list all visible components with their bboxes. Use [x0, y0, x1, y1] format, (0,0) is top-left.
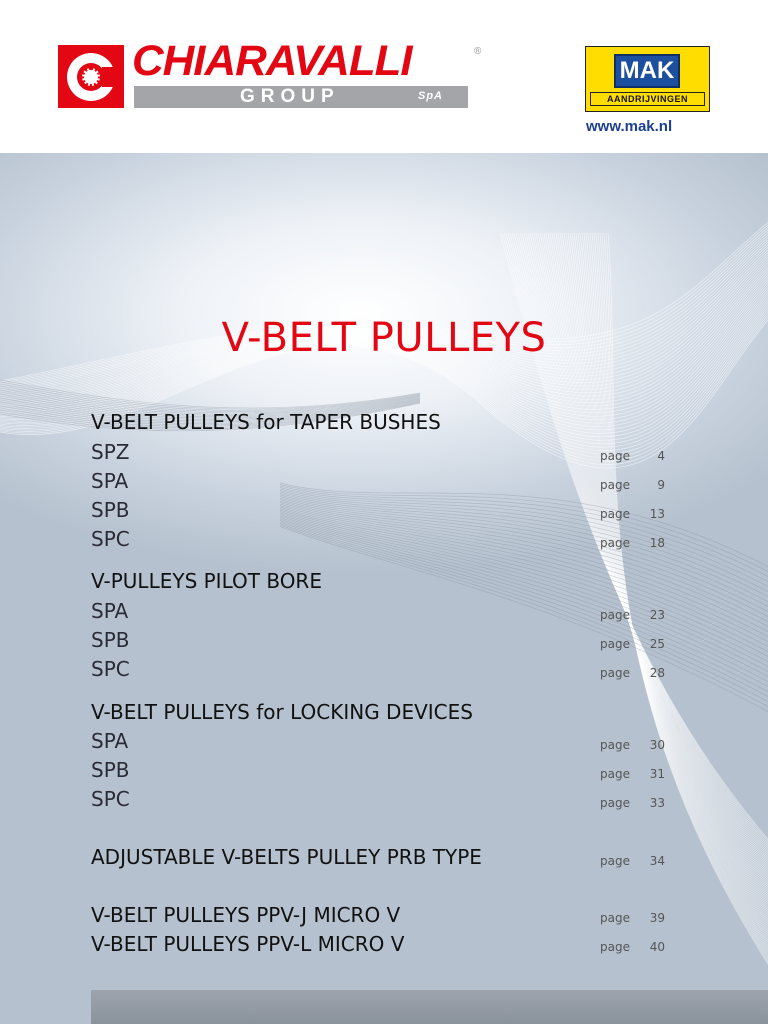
mak-subtitle: AANDRIJVINGEN [590, 92, 705, 106]
page-label: page [600, 478, 630, 492]
page-number: 9 [657, 478, 665, 492]
page-label: page [600, 767, 630, 781]
cover-panel [0, 153, 768, 1024]
page-number: 23 [649, 608, 665, 622]
section-heading: V-BELT PULLEYS for LOCKING DEVICES [91, 700, 473, 724]
toc-item-name: SPC [91, 527, 130, 551]
page-number: 28 [649, 666, 665, 680]
toc-item-name: SPA [91, 729, 129, 753]
toc-item-name: SPC [91, 657, 130, 681]
registered-mark: ® [474, 46, 482, 57]
page-number: 34 [649, 854, 665, 868]
page-number: 4 [657, 449, 665, 463]
page-number: 18 [649, 536, 665, 550]
mak-url-link[interactable]: www.mak.nl [586, 118, 673, 135]
page-label: page [600, 608, 630, 622]
page-number: 25 [649, 637, 665, 651]
page-number: 13 [649, 507, 665, 521]
page-number: 31 [649, 767, 665, 781]
page-number: 40 [649, 940, 665, 954]
page-label: page [600, 911, 630, 925]
page-label: page [600, 507, 630, 521]
section-heading: V-BELT PULLEYS PPV-J MICRO V [91, 903, 401, 927]
brand-group: GROUP [240, 86, 340, 107]
section-heading: ADJUSTABLE V-BELTS PULLEY PRB TYPE [91, 845, 482, 869]
bottom-strip [91, 990, 768, 1024]
saw-blade-icon [58, 45, 124, 108]
toc-item-name: SPZ [91, 440, 130, 464]
toc-item-name: SPB [91, 758, 130, 782]
section-heading: V-PULLEYS PILOT BORE [91, 569, 322, 593]
toc-item-name: SPB [91, 498, 130, 522]
page-label: page [600, 796, 630, 810]
page-number: 39 [649, 911, 665, 925]
brand-legal: SpA [418, 90, 443, 102]
toc-item-name: SPA [91, 469, 129, 493]
page-label: page [600, 940, 630, 954]
page-label: page [600, 666, 630, 680]
page-label: page [600, 738, 630, 752]
page-label: page [600, 854, 630, 868]
header [0, 0, 768, 153]
toc-item-name: SPA [91, 599, 129, 623]
table-of-contents [0, 153, 768, 1024]
mak-logo [585, 46, 710, 112]
brand-name: CHIARAVALLI [132, 37, 412, 85]
page-label: page [600, 536, 630, 550]
page-title: V-BELT PULLEYS [221, 315, 547, 361]
page-label: page [600, 637, 630, 651]
page-number: 33 [649, 796, 665, 810]
page-number: 30 [649, 738, 665, 752]
toc-item-name: SPC [91, 787, 130, 811]
page-label: page [600, 449, 630, 463]
toc-item-name: SPB [91, 628, 130, 652]
mak-logo-text: MAK [614, 54, 680, 88]
section-heading: V-BELT PULLEYS PPV-L MICRO V [91, 932, 405, 956]
section-heading: V-BELT PULLEYS for TAPER BUSHES [91, 410, 441, 434]
